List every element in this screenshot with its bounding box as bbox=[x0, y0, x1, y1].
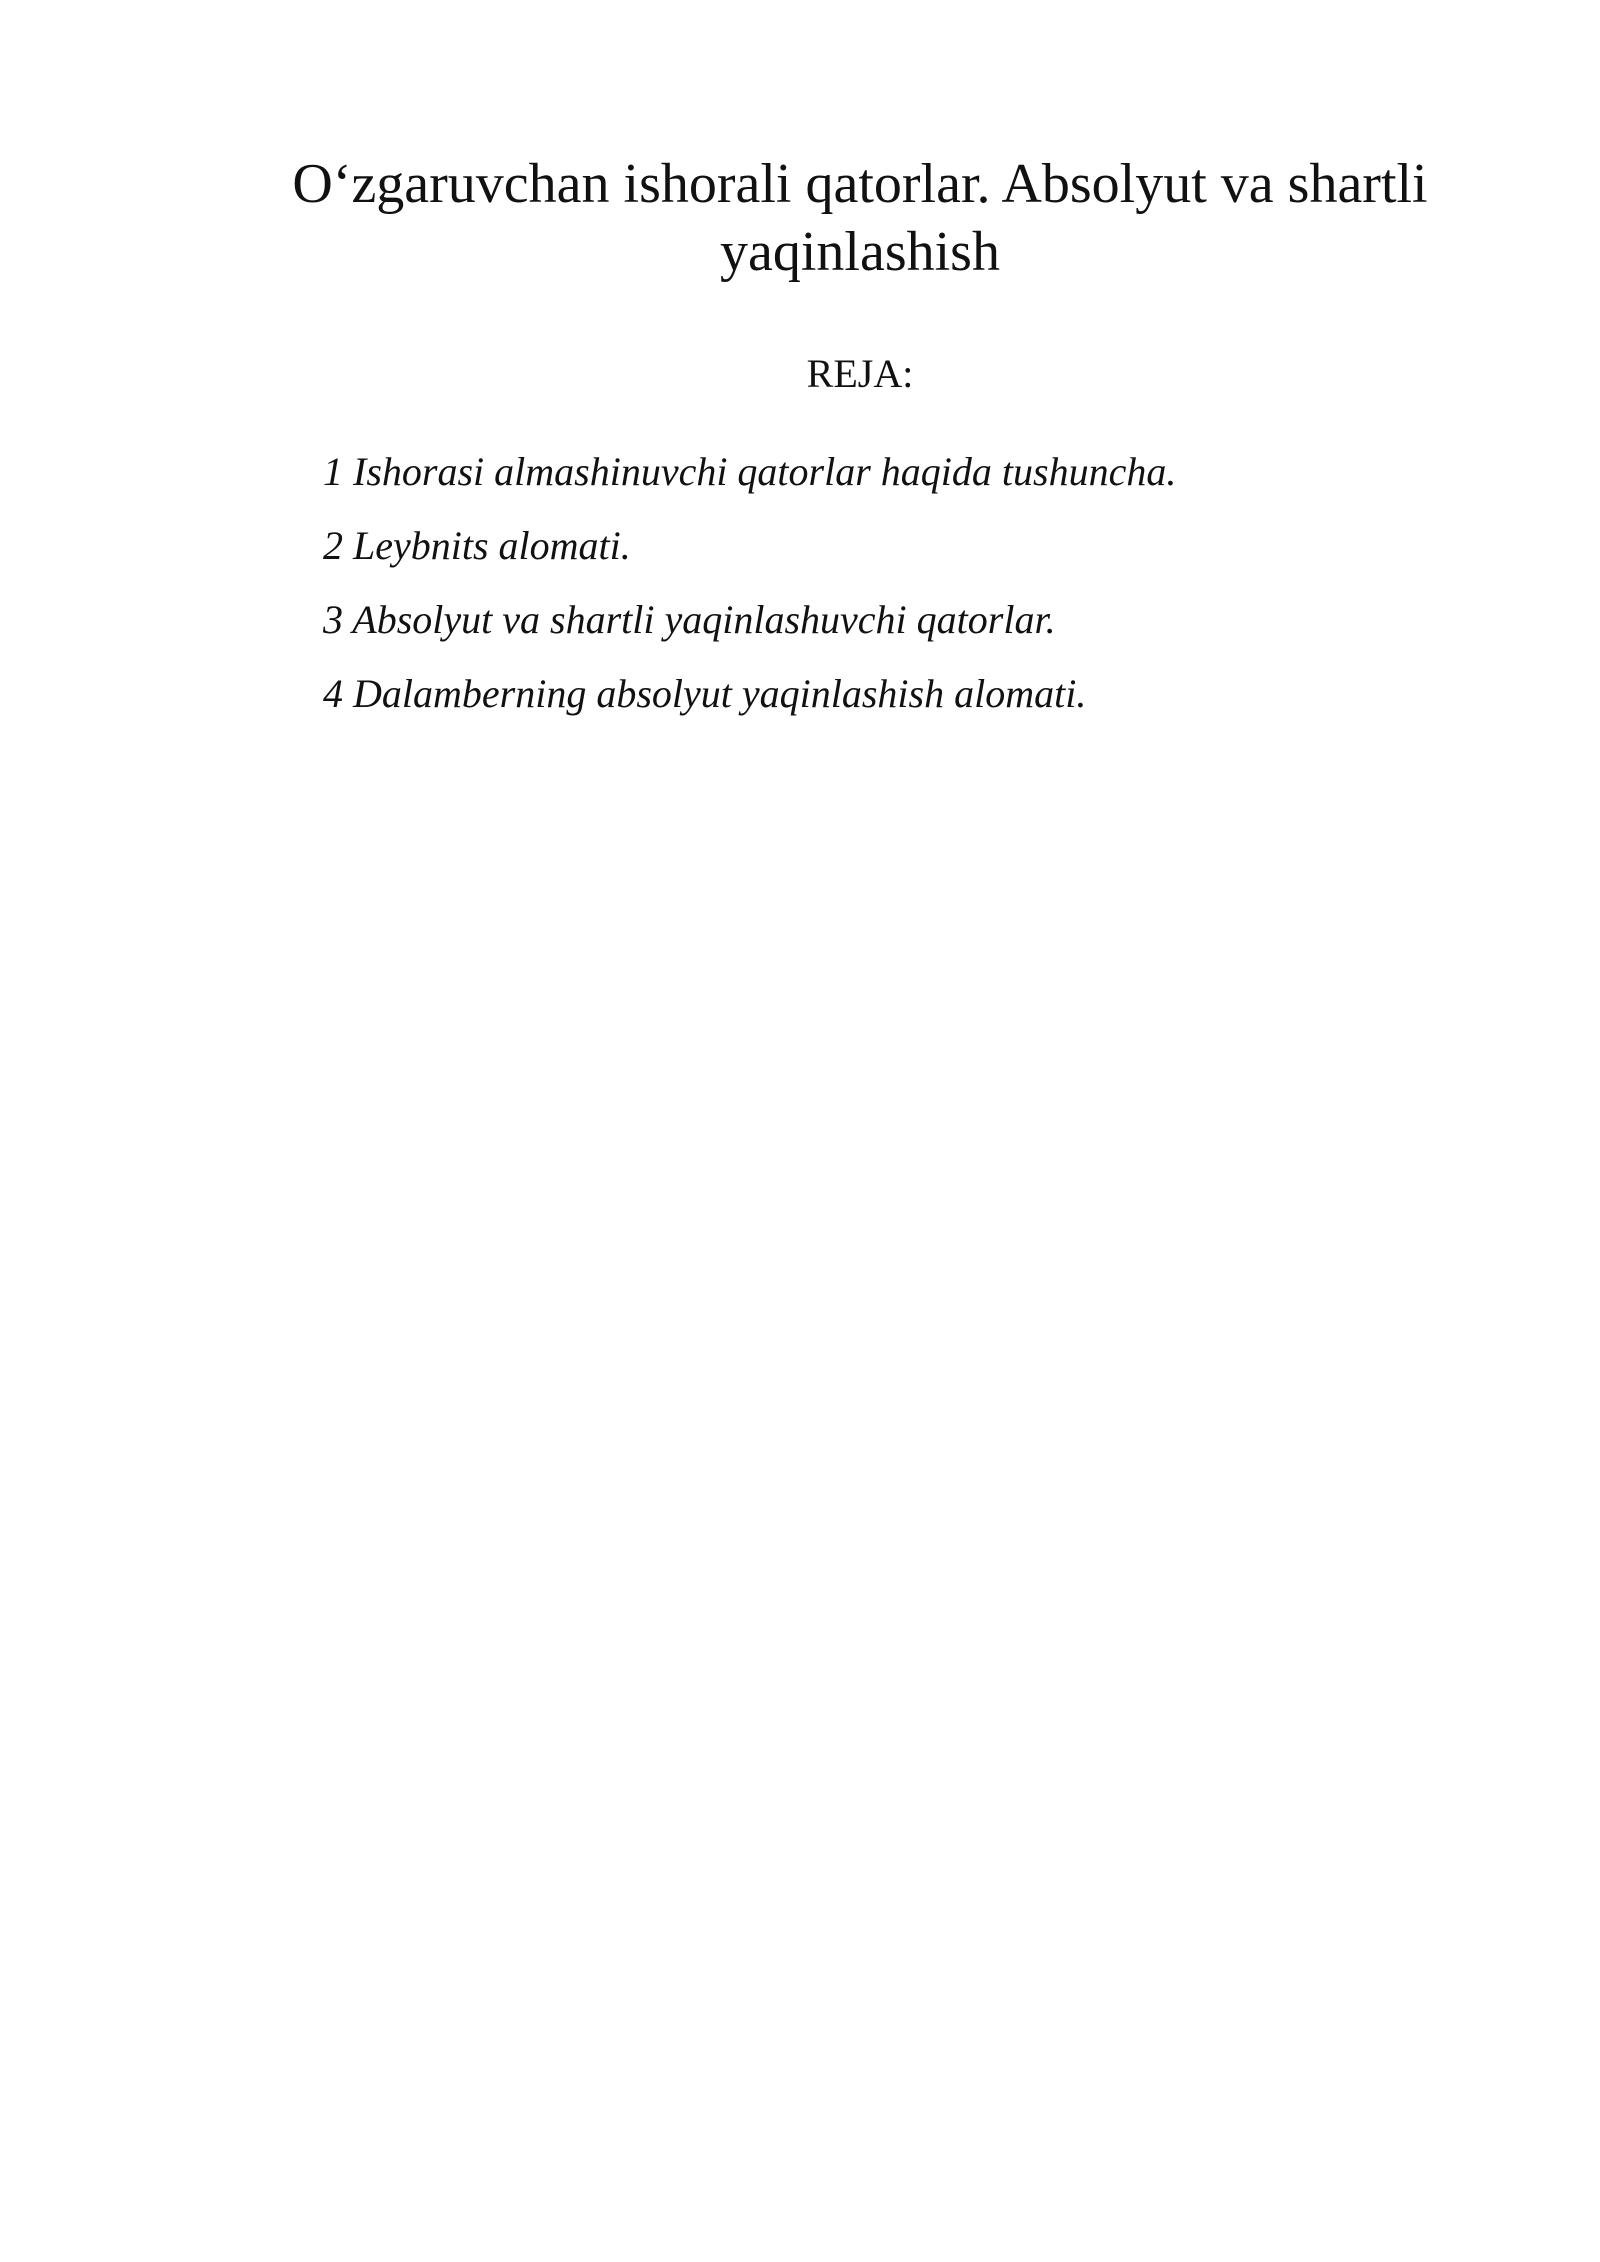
plan-heading: REJA: bbox=[806, 351, 914, 396]
plan-item: 3 Absolyut va shartli yaqinlashuvchi qatorlar. bbox=[323, 597, 1056, 642]
plan-item: 1 Ishorasi almashinuvchi qatorlar haqida tushuncha. bbox=[323, 449, 1177, 494]
plan-list bbox=[323, 448, 1176, 744]
plan-item: 4 Dalamberning absolyut yaqinlashish alomati. bbox=[323, 671, 1087, 716]
plan-item: 2 Leybnits alomati. bbox=[323, 523, 631, 568]
document-title: O‘zgaruvchan ishorali qatorlar. Absolyut va shartli yaqinlashish bbox=[292, 153, 1428, 283]
